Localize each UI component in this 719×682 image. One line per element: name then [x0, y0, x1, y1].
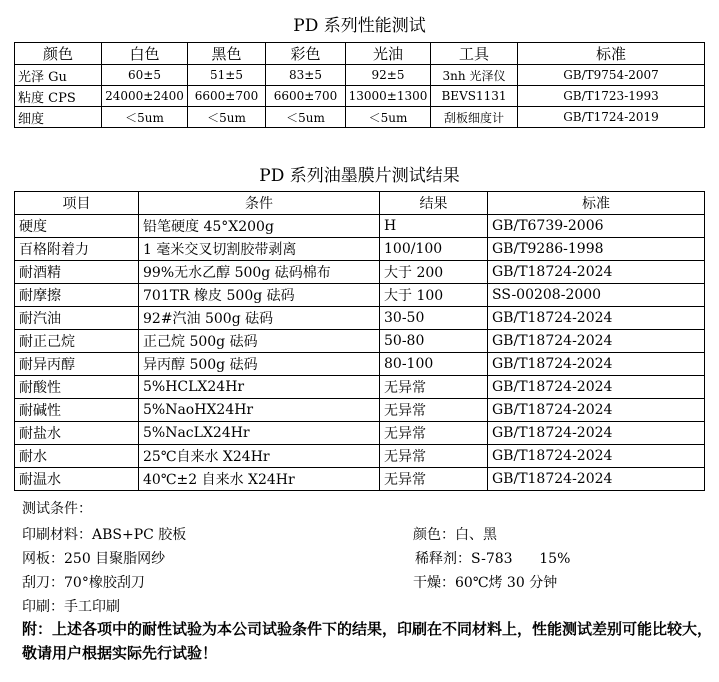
- table-cell: 3nh 光泽仪: [431, 65, 518, 86]
- table-cell: ＜5um: [102, 107, 188, 128]
- table-cell: 粘度 CPS: [15, 86, 102, 107]
- table-cell: 无异常: [380, 422, 488, 445]
- table-cell: GB/T18724-2024: [488, 307, 705, 330]
- table-cell: GB/T1724-2019: [518, 107, 705, 128]
- table-cell: 60±5: [102, 65, 188, 86]
- header-cell: 结果: [380, 192, 488, 215]
- table-cell: 耐水: [15, 445, 139, 468]
- table-cell: 大于 200: [380, 261, 488, 284]
- table-cell: ＜5um: [346, 107, 431, 128]
- table-cell: 24000±2400: [102, 86, 188, 107]
- table-cell: 无异常: [380, 399, 488, 422]
- table-cell: 30-50: [380, 307, 488, 330]
- table-cell: 无异常: [380, 468, 488, 491]
- header-cell: 标准: [518, 43, 705, 65]
- table-cell: GB/T9754-2007: [518, 65, 705, 86]
- table-row: [15, 215, 705, 238]
- table-cell: GB/T6739-2006: [488, 215, 705, 238]
- table-cell: 耐温水: [15, 468, 139, 491]
- table-cell: 92#汽油 500g 砝码: [139, 307, 380, 330]
- table-cell: GB/T18724-2024: [488, 330, 705, 353]
- table-row: [15, 86, 705, 107]
- remark-note: 附：上述各项中的耐性试验为本公司试验条件下的结果，印刷在不同材料上，性能测试差别可能比较大，敬请用户根据实际先行试验！: [22, 620, 713, 662]
- header-cell: 彩色: [266, 43, 346, 65]
- condition-printing: 印刷：手工印刷: [22, 599, 120, 615]
- condition-squeegee: 刮刀：70°橡胶刮刀: [22, 575, 145, 591]
- table-cell: 细度: [15, 107, 102, 128]
- table-cell: GB/T18724-2024: [488, 353, 705, 376]
- table-cell: 刮板细度计: [431, 107, 518, 128]
- table-cell: 51±5: [188, 65, 266, 86]
- table-cell: 25℃自来水 X24Hr: [139, 445, 380, 468]
- table-row: [15, 107, 705, 128]
- table-cell: 耐正己烷: [15, 330, 139, 353]
- table-cell: 耐汽油: [15, 307, 139, 330]
- table-cell: 1 毫米交叉切割胶带剥离: [139, 238, 380, 261]
- table-cell: 耐盐水: [15, 422, 139, 445]
- table-row: [15, 399, 705, 422]
- table-cell: ＜5um: [188, 107, 266, 128]
- table-cell: 耐碱性: [15, 399, 139, 422]
- header-cell: 标准: [488, 192, 705, 215]
- table-cell: 5%NaoHX24Hr: [139, 399, 380, 422]
- table-cell: GB/T18724-2024: [488, 445, 705, 468]
- table-cell: 无异常: [380, 376, 488, 399]
- film-header-row: [15, 192, 705, 215]
- condition-material: 印刷材料：ABS+PC 胶板: [22, 527, 187, 543]
- table-row: [15, 238, 705, 261]
- table-cell: 耐酒精: [15, 261, 139, 284]
- table-row: [15, 422, 705, 445]
- table-row: [15, 284, 705, 307]
- film-table-title: PD 系列油墨膜片测试结果: [259, 166, 460, 186]
- table-cell: H: [380, 215, 488, 238]
- table-cell: 80-100: [380, 353, 488, 376]
- table-row: [15, 330, 705, 353]
- performance-header-row: [15, 43, 705, 65]
- table-cell: 50-80: [380, 330, 488, 353]
- performance-table: [14, 42, 705, 128]
- header-cell: 白色: [102, 43, 188, 65]
- table-cell: 耐酸性: [15, 376, 139, 399]
- condition-thinner: 稀释剂：S-783 15%: [415, 551, 571, 567]
- conditions-heading: 测试条件：: [22, 501, 92, 517]
- table-cell: 701TR 橡皮 500g 砝码: [139, 284, 380, 307]
- table-cell: 5%NacLX24Hr: [139, 422, 380, 445]
- header-cell: 条件: [139, 192, 380, 215]
- header-cell: 颜色: [15, 43, 102, 65]
- table-cell: 异丙醇 500g 砝码: [139, 353, 380, 376]
- table-row: [15, 376, 705, 399]
- table-cell: 13000±1300: [346, 86, 431, 107]
- table-cell: 耐异丙醇: [15, 353, 139, 376]
- table-row: [15, 468, 705, 491]
- table-row: [15, 261, 705, 284]
- header-cell: 光油: [346, 43, 431, 65]
- header-cell: 工具: [431, 43, 518, 65]
- table-cell: 99%无水乙醇 500g 砝码棉布: [139, 261, 380, 284]
- header-cell: 项目: [15, 192, 139, 215]
- table-cell: 硬度: [15, 215, 139, 238]
- table-cell: 6600±700: [188, 86, 266, 107]
- table-cell: 6600±700: [266, 86, 346, 107]
- table-cell: 耐摩擦: [15, 284, 139, 307]
- performance-table-title: PD 系列性能测试: [293, 16, 426, 36]
- table-cell: GB/T1723-1993: [518, 86, 705, 107]
- table-cell: GB/T18724-2024: [488, 422, 705, 445]
- table-cell: 铅笔硬度 45°X200g: [139, 215, 380, 238]
- table-cell: SS-00208-2000: [488, 284, 705, 307]
- table-cell: BEVS1131: [431, 86, 518, 107]
- table-cell: 百格附着力: [15, 238, 139, 261]
- header-cell: 黑色: [188, 43, 266, 65]
- table-cell: 光泽 Gu: [15, 65, 102, 86]
- film-test-table: [14, 191, 705, 491]
- table-cell: 无异常: [380, 445, 488, 468]
- table-row: [15, 65, 705, 86]
- table-cell: 92±5: [346, 65, 431, 86]
- table-cell: GB/T18724-2024: [488, 399, 705, 422]
- table-cell: 40℃±2 自来水 X24Hr: [139, 468, 380, 491]
- table-cell: GB/T9286-1998: [488, 238, 705, 261]
- condition-color: 颜色：白、黑: [413, 527, 497, 543]
- table-cell: 大于 100: [380, 284, 488, 307]
- condition-drying: 干燥：60℃烤 30 分钟: [413, 575, 558, 591]
- table-row: [15, 445, 705, 468]
- table-row: [15, 307, 705, 330]
- table-cell: 100/100: [380, 238, 488, 261]
- table-cell: 5%HCLX24Hr: [139, 376, 380, 399]
- table-cell: ＜5um: [266, 107, 346, 128]
- condition-mesh: 网板：250 目聚脂网纱: [22, 551, 166, 567]
- table-cell: 83±5: [266, 65, 346, 86]
- table-row: [15, 353, 705, 376]
- table-cell: 正己烷 500g 砝码: [139, 330, 380, 353]
- table-cell: GB/T18724-2024: [488, 468, 705, 491]
- table-cell: GB/T18724-2024: [488, 261, 705, 284]
- table-cell: GB/T18724-2024: [488, 376, 705, 399]
